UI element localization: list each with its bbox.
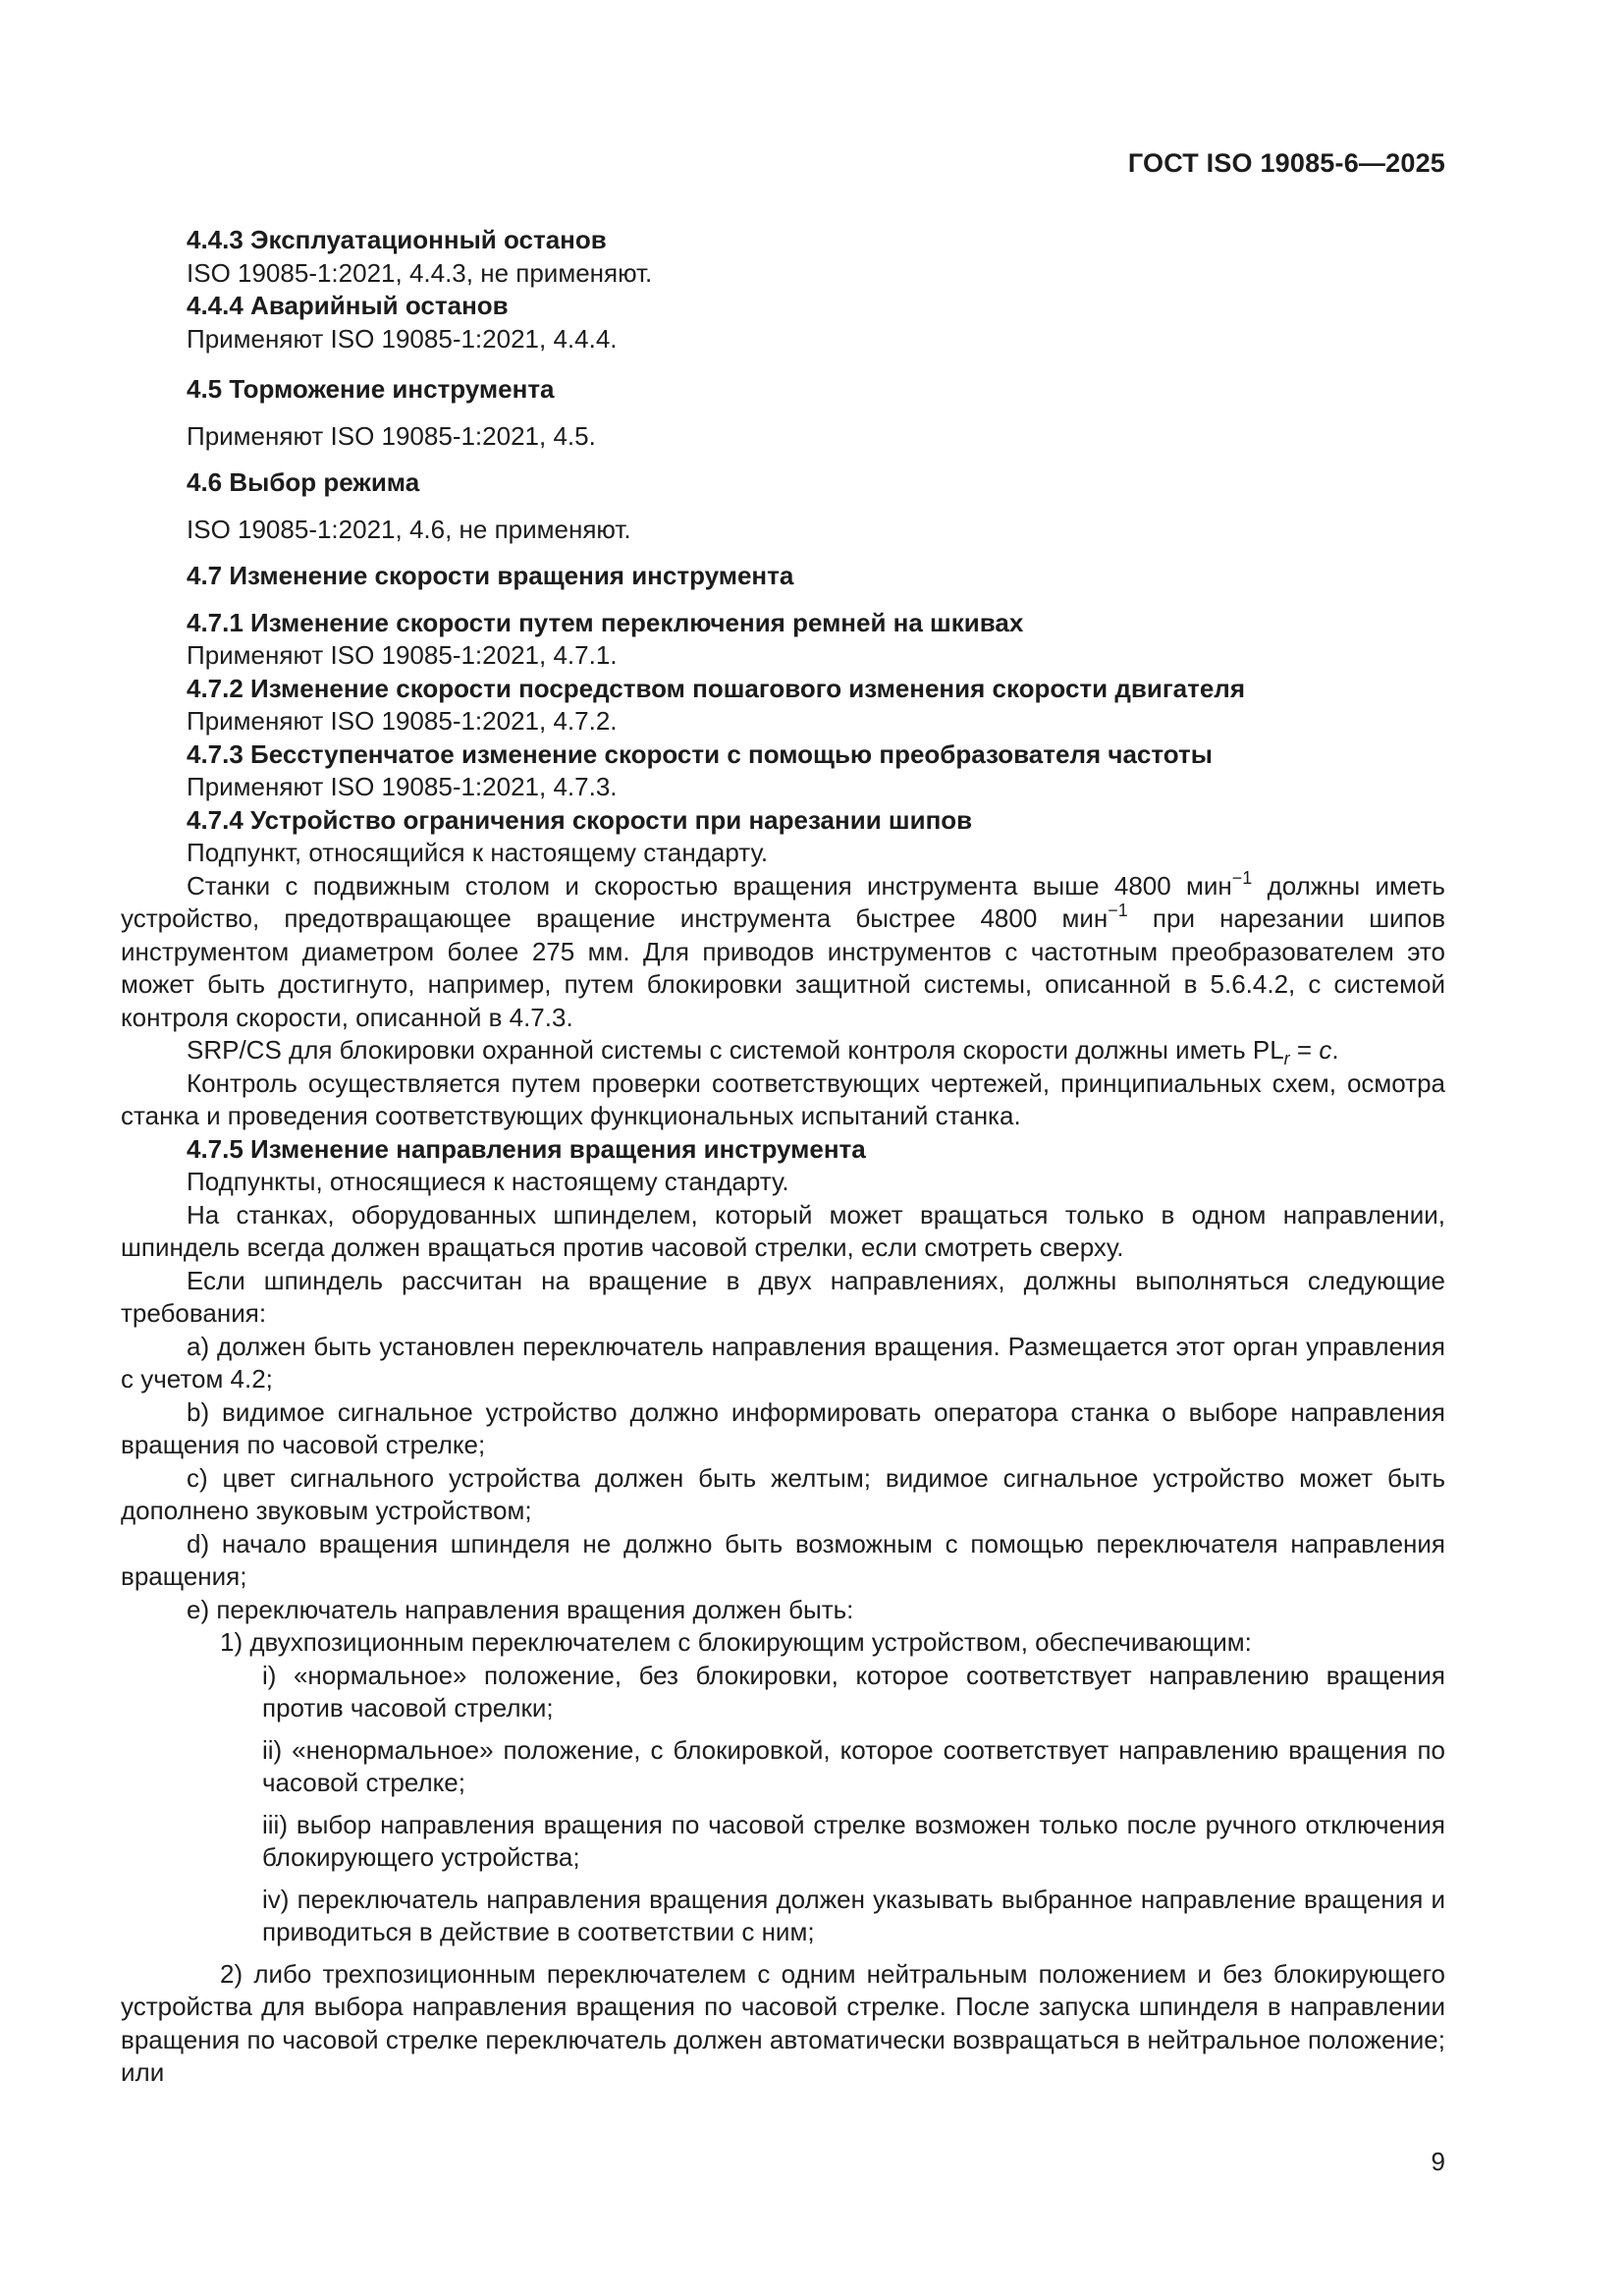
section-heading-4-7-4: 4.7.4 Устройство ограничения скорости при нарезании шипов bbox=[187, 804, 973, 835]
section-heading-4-4-3: 4.4.3 Эксплуатационный останов bbox=[187, 225, 607, 254]
section-heading-4-4-4: 4.4.4 Аварийный останов bbox=[187, 291, 509, 320]
list-item-e: e) переключатель направления вращения должен быть: bbox=[187, 1594, 854, 1624]
document-body bbox=[121, 224, 1445, 2090]
section-heading-4-6: 4.6 Выбор режима bbox=[187, 467, 420, 497]
paragraph-single-direction: На станках, оборудованных шпинделем, который может вращаться только в одном направлении, шпиндель всегда должен вращаться против часовой стрелки, если смотреть сверху. bbox=[121, 1199, 1445, 1262]
list-item-c: c) цвет сигнального устройства должен быть желтым; видимое сигнальное устройство может быть дополнено звуковым устройством; bbox=[121, 1462, 1445, 1525]
paragraph-srp-cs: SRP/CS для блокировки охранной системы с системой контроля скорости должны иметь $PL_r = c$. bbox=[187, 1035, 1339, 1068]
list-item-b: b) видимое сигнальное устройство должно информировать оператора станка о выборе направления вращения по часовой стрелке; bbox=[121, 1396, 1445, 1459]
section-text-4-7-2: Применяют ISO 19085-1:2021, 4.7.2. bbox=[187, 706, 618, 736]
list-item-e-2-first: 2) либо трехпозиционным переключателем с одним нейтральным положением и без блокирующего устройства для выбора направления вращения по часовой стрелке. После запуска шпинделя в направлении вращения по часовой стрелке переключатель должен автоматически возвращаться в нейтральное положение; или bbox=[121, 1958, 1445, 2087]
section-text-4-6: ISO 19085-1:2021, 4.6, не применяют. bbox=[187, 514, 631, 544]
paragraph-speed-limit: Станки с подвижным столом и скоростью вращения инструмента выше 4800 мин$^{-1}$ должны иметь устройство, предотвращающее вращение инструмента быстрее 4800 мин$^{-1}$ при нарезании шипов инструментом диаметром более 275 мм. Для приводов инструментов с частотным преобразователем это может быть достигнуто, например, путем блокировки защитной системы, описанной в 5.6.4.2, с системой контроля скорости, описанной в 4.7.3. bbox=[121, 867, 1446, 1032]
section-heading-4-5: 4.5 Торможение инструмента bbox=[187, 374, 555, 404]
list-item-a: a) должен быть установлен переключатель направления вращения. Размещается этот орган управления с учетом 4.2; bbox=[121, 1331, 1445, 1394]
section-text-4-4-3: ISO 19085-1:2021, 4.4.3, не применяют. bbox=[187, 257, 653, 288]
section-text-4-5: Применяют ISO 19085-1:2021, 4.5. bbox=[187, 420, 596, 451]
section-heading-4-7-1: 4.7.1 Изменение скорости путем переключения ремней на шкивах bbox=[187, 607, 1024, 637]
list-item-e-1: 1) двухпозиционным переключателем с блокирующим устройством, обеспечивающим: bbox=[220, 1627, 1252, 1657]
list-item-e-1-iii: iii) выбор направления вращения по часовой стрелке возможен только после ручного отключения блокирующего устройства; bbox=[262, 1809, 1445, 1872]
section-text-4-7-3: Применяют ISO 19085-1:2021, 4.7.3. bbox=[187, 772, 618, 801]
list-item-e-1-i: i) «нормальное» положение, без блокировки, которое соответствует направлению вращения против часовой стрелки; bbox=[262, 1660, 1445, 1722]
section-intro-4-7-4: Подпункт, относящийся к настоящему стандарту. bbox=[187, 838, 769, 867]
section-heading-4-7: 4.7 Изменение скорости вращения инструмента bbox=[187, 561, 794, 590]
section-heading-4-7-2: 4.7.2 Изменение скорости посредством пошагового изменения скорости двигателя bbox=[187, 673, 1245, 703]
section-heading-4-7-3: 4.7.3 Бесступенчатое изменение скорости с помощью преобразователя частоты bbox=[187, 738, 1213, 769]
list-item-d: d) начало вращения шпинделя не должно быть возможным с помощью переключателя направления вращения; bbox=[121, 1528, 1445, 1591]
list-item-e-1-ii: ii) «ненормальное» положение, с блокировкой, которое соответствует направлению вращения по часовой стрелке; bbox=[262, 1734, 1445, 1797]
paragraph-verification: Контроль осуществляется путем проверки соответствующих чертежей, принципиальных схем, осмотра станка и проведения соответствующих функциональных испытаний станка. bbox=[121, 1067, 1445, 1130]
section-intro-4-7-5: Подпункты, относящиеся к настоящему стандарту. bbox=[187, 1167, 789, 1196]
document-header: ГОСТ ISO 19085-6—2025 bbox=[1127, 148, 1445, 178]
section-heading-4-7-5: 4.7.5 Изменение направления вращения инструмента bbox=[187, 1133, 866, 1164]
paragraph-two-directions: Если шпиндель рассчитан на вращение в двух направлениях, должны выполняться следующие требования: bbox=[121, 1265, 1445, 1328]
section-text-4-7-1: Применяют ISO 19085-1:2021, 4.7.1. bbox=[187, 640, 618, 670]
list-item-e-1-iv: iv) переключатель направления вращения должен указывать выбранное направление вращения и приводиться в действие в соответствии с ним; bbox=[262, 1884, 1445, 1946]
section-text-4-4-4: Применяют ISO 19085-1:2021, 4.4.4. bbox=[187, 323, 618, 354]
page-number: 9 bbox=[1431, 2147, 1445, 2176]
